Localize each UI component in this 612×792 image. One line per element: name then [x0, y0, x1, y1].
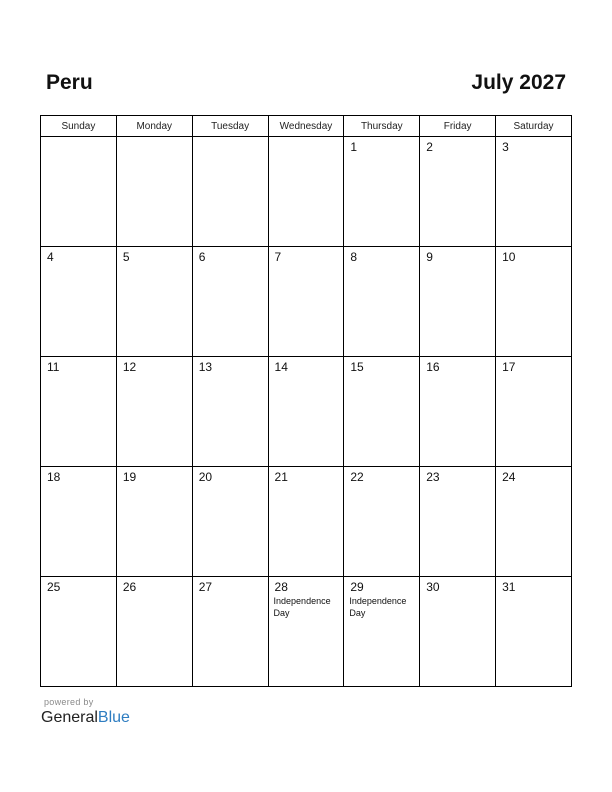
day-number: 23 — [426, 470, 440, 484]
country-title: Peru — [46, 71, 93, 94]
day-number: 22 — [350, 470, 364, 484]
day-number: 6 — [198, 250, 206, 264]
day-number: 24 — [502, 470, 516, 484]
day-cell — [192, 137, 268, 247]
day-number: 2 — [426, 140, 433, 154]
day-cell — [192, 577, 268, 687]
day-cell — [496, 357, 572, 467]
week-row — [41, 357, 572, 467]
day-cell — [496, 137, 572, 247]
day-cell — [116, 357, 192, 467]
day-cell — [41, 577, 117, 687]
day-number: 16 — [426, 360, 440, 374]
month-year-title: July 2027 — [471, 71, 566, 94]
day-cell — [41, 357, 117, 467]
day-cell — [268, 577, 344, 687]
day-cell — [420, 467, 496, 577]
day-number: 10 — [502, 250, 516, 264]
week-row — [41, 137, 572, 247]
weekday-header: Wednesday — [268, 116, 344, 137]
weekday-header: Tuesday — [192, 116, 268, 137]
day-number: 4 — [47, 250, 54, 264]
day-number: 31 — [502, 580, 516, 594]
day-cell — [344, 577, 420, 687]
day-number: 25 — [47, 580, 61, 594]
weekday-header-row — [41, 116, 572, 137]
day-cell — [41, 467, 117, 577]
day-cell — [420, 357, 496, 467]
day-number: 14 — [274, 360, 288, 374]
day-cell — [116, 137, 192, 247]
day-number: 27 — [198, 580, 213, 594]
day-number: 29 — [350, 580, 364, 594]
day-cell — [344, 467, 420, 577]
brand-general-text: General — [41, 709, 98, 726]
day-cell — [116, 577, 192, 687]
day-number: 7 — [274, 250, 282, 264]
day-cell — [192, 247, 268, 357]
day-cell — [268, 247, 344, 357]
day-number: 17 — [502, 360, 516, 374]
day-cell — [496, 467, 572, 577]
day-number: 15 — [350, 360, 364, 374]
day-number: 28 — [274, 580, 288, 594]
generalblue-logo — [41, 708, 130, 728]
day-number: 8 — [350, 250, 358, 264]
day-number: 3 — [502, 140, 509, 154]
day-number: 26 — [122, 580, 137, 594]
day-cell — [192, 467, 268, 577]
day-cell — [420, 577, 496, 687]
day-number: 21 — [274, 470, 288, 484]
day-cell — [420, 247, 496, 357]
weekday-header: Thursday — [344, 116, 420, 137]
day-cell — [344, 137, 420, 247]
day-number: 20 — [198, 470, 213, 484]
day-number: 30 — [426, 580, 440, 594]
day-cell — [268, 467, 344, 577]
powered-by-label: powered by — [44, 697, 94, 707]
day-number: 9 — [426, 250, 433, 264]
holiday-label: Independence Day — [273, 596, 331, 618]
day-cell — [344, 357, 420, 467]
week-row — [41, 247, 572, 357]
day-number: 11 — [47, 360, 60, 374]
day-cell — [41, 137, 117, 247]
day-cell — [268, 137, 344, 247]
brand-blue-text: Blue — [97, 709, 130, 726]
weekday-header: Sunday — [41, 116, 117, 137]
day-cell — [344, 247, 420, 357]
holiday-label: Independence Day — [349, 596, 407, 618]
week-row — [41, 467, 572, 577]
weekday-header: Saturday — [496, 116, 572, 137]
day-cell — [41, 247, 117, 357]
day-number: 5 — [122, 250, 130, 264]
day-cell — [420, 137, 496, 247]
day-number: 19 — [122, 470, 137, 484]
day-cell — [268, 357, 344, 467]
weekday-header: Monday — [116, 116, 192, 137]
day-cell — [192, 357, 268, 467]
calendar-grid — [40, 115, 572, 687]
day-cell — [496, 247, 572, 357]
day-number: 13 — [198, 360, 213, 374]
day-cell — [116, 467, 192, 577]
day-cell — [116, 247, 192, 357]
day-number: 18 — [47, 470, 61, 484]
day-number: 1 — [350, 140, 358, 154]
week-row — [41, 577, 572, 687]
weekday-header: Friday — [420, 116, 496, 137]
day-cell — [496, 577, 572, 687]
day-number: 12 — [122, 360, 137, 374]
